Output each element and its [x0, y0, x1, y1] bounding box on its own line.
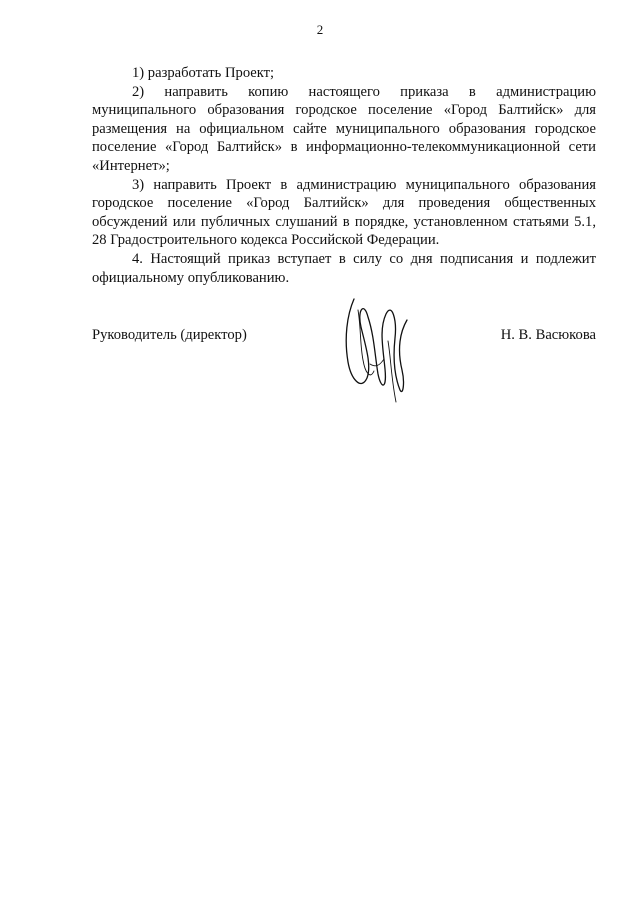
signer-position: Руководитель (директор) — [92, 327, 247, 343]
paragraph-item-2: 2) направить копию настоящего приказа в администрацию муниципального образования городское поселение «Город Балтийск» для размещения на официальном сайте муниципального образования городское поселение «Город Балтийск» в информационно-телекоммуникационной сети «Интернет»; — [92, 83, 596, 174]
signer-name: Н. В. Васюкова — [500, 327, 596, 343]
paragraph-item-1: 1) разработать Проект; — [132, 65, 275, 81]
paragraph-item-3: 3) направить Проект в администрацию муниципального образования городское поселение «Город Балтийск» для проведения общественных обсуждений или публичных слушаний в порядке, установленном статьями 5.1, 28 Градостроительного кодекса Российской Федерации. — [92, 176, 596, 249]
paragraph-item-4: 4. Настоящий приказ вступает в силу со дня подписания и подлежит официальному опубликованию. — [92, 250, 596, 286]
page-number: 2 — [316, 22, 324, 37]
signature-block — [92, 326, 596, 348]
order-body — [92, 64, 596, 287]
